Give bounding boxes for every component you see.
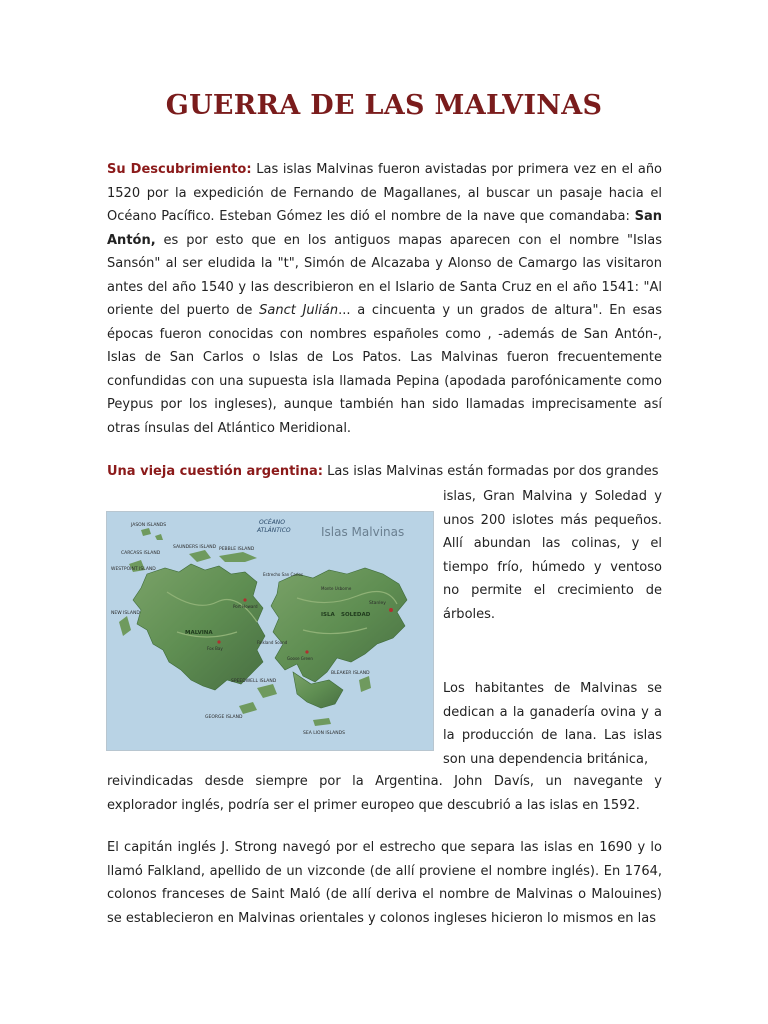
paragraph-islands-description: islas, Gran Malvina y Soledad y unos 200 islotes más pequeños. Allí abundan las colinas, y el tiempo frío, húmedo y ventoso no permite el crecimiento de árboles. (443, 489, 662, 622)
paragraph-inhabitants: Los habitantes de Malvinas se dedican a la ganadería ovina y a la producción de lana. Las islas son una dependencia británica, (443, 681, 662, 767)
map-label-strait: Estrecho San Carlos (263, 572, 303, 577)
map-label-stanley: Stanley (369, 601, 386, 606)
map-label-bleaker: BLEAKER ISLAND (331, 671, 370, 676)
map-stanley-dot (389, 608, 393, 612)
section-heading-argentine: Una vieja cuestión argentina: (107, 464, 323, 479)
section-heading-discovery: Su Descubrimiento: (107, 162, 252, 177)
map-label-isla: ISLA (321, 612, 335, 618)
map-goose-green-dot (305, 650, 308, 653)
map-label-soledad: SOLEDAD (341, 612, 371, 618)
map-label-port: Port Howard (233, 604, 258, 609)
paragraph-discovery (107, 158, 662, 440)
map-label-mount: Monte Usborne (321, 586, 352, 591)
malvinas-map (106, 511, 434, 751)
map-label-malvina: MALVINA (185, 630, 213, 636)
discovery-text-2: es por esto que en los antiguos mapas aparecen con el nombre "Islas Sansón" al ser eludida la "t", Simón de Alcazaba y Alonso de Camargo las visitaron antes del año 1540 y las describieron en el Islario de Santa Cruz en el año 1541: "Al oriente del puerto de (107, 232, 662, 318)
map-label-george: GEORGE ISLAND (205, 715, 243, 720)
paragraph-argentine-lead (107, 460, 662, 484)
discovery-text-3: ... a cincuenta y un grados de altura". En esas épocas fueron conocidas con nombres españoles como , -además de San Antón-, Islas de San Carlos o Islas de Los Patos. Las Malvinas fueron frecuentemente confundidas con una supuesta isla llamada Pepina (apodada parofónicamente como Peypus por los ingleses), aunque también han sido llamadas imprecisamente así otras ínsulas del Atlántico Meridional. (107, 303, 662, 436)
map-title: Islas Malvinas (321, 525, 405, 539)
map-label-falkland: Falkland Sound (257, 640, 288, 645)
map-label-westpoint: WESTPOINT ISLAND (111, 567, 156, 572)
map-label-jason: JASON ISLANDS (131, 523, 167, 528)
map-label-speedwell: SPEEDWELL ISLAND (231, 679, 277, 684)
discovery-text-1: Las islas Malvinas fueron avistadas por primera vez en el año 1520 por la expedición de Fernando de Magallanes, al buscar un pasaje hacia el Océano Pacífico. Esteban Gómez les dió el nombre de la nave que comandaba: (107, 162, 663, 224)
page-title: GUERRA DE LAS MALVINAS (165, 90, 603, 121)
map-graphic (107, 512, 433, 750)
map-label-fox: Fox Bay (207, 646, 223, 651)
discovery-italic-place: Sanct Julián (259, 303, 339, 318)
map-label-carcass: CARCASS ISLAND (121, 551, 161, 556)
discovery-bold-ship: San Antón, (107, 209, 662, 248)
map-label-goose: Goose Green (287, 656, 313, 661)
map-label-saunders: SAUNDERS ISLAND (173, 545, 217, 550)
map-ocean-label-2: ATLÁNTICO (257, 527, 291, 534)
map-fox-bay-dot (217, 640, 220, 643)
argentine-lead-text: Las islas Malvinas están formadas por dos grandes (322, 464, 659, 479)
map-label-sealion: SEA LION ISLANDS (303, 731, 345, 736)
paragraph-strong: El capitán inglés J. Strong navegó por el estrecho que separa las islas en 1690 y lo llamó Falkland, apellido de un vizconde (de allí proviene el nombre inglés). En 1764, colonos franceses de Saint Maló (de allí deriva el nombre de Malvinas o Malouines) se establecieron en Malvinas orientales y colonos ingleses hicieron lo mismos en las (107, 840, 662, 926)
map-label-newisland: NEW ISLAND (111, 611, 140, 616)
map-label-pebble: PEBBLE ISLAND (219, 547, 255, 552)
paragraph-claim: reivindicadas desde siempre por la Argentina. John Davís, un navegante y explorador inglés, podría ser el primer europeo que descubrió a las islas en 1592. (107, 774, 662, 813)
map-ocean-label-1: OCÉANO (259, 519, 286, 526)
map-port-howard-dot (243, 598, 246, 601)
